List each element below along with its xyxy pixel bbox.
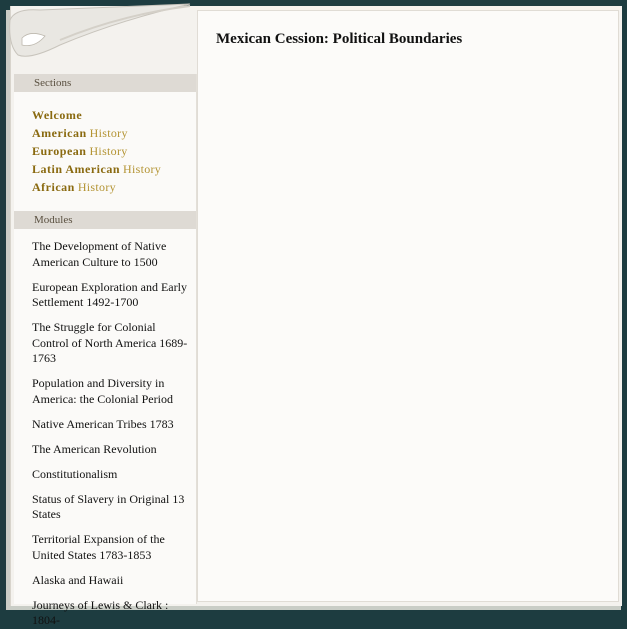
module-link[interactable]: Status of Slavery in Original 13 States: [32, 491, 185, 521]
module-link[interactable]: The American Revolution: [32, 441, 157, 456]
section-link-american-history[interactable]: American History: [32, 126, 128, 140]
sections-header: Sections: [14, 74, 196, 92]
module-link[interactable]: Alaska and Hawaii: [32, 572, 124, 587]
module-link[interactable]: Journeys of Lewis & Clark : 1804-: [32, 597, 169, 627]
section-link-latin-american-history[interactable]: Latin American History: [32, 162, 162, 176]
module-link[interactable]: Constitutionalism: [32, 466, 118, 481]
sections-nav: [14, 92, 196, 211]
sidebar: [14, 74, 197, 627]
module-link[interactable]: Population and Diversity in America: the Colonial Period: [32, 376, 173, 406]
section-link-african-history[interactable]: African History: [32, 180, 116, 194]
modules-nav: [14, 229, 196, 629]
modules-header: Modules: [14, 211, 196, 229]
module-link[interactable]: Territorial Expansion of the United States 1783-1853: [32, 532, 165, 562]
module-link[interactable]: European Exploration and Early Settlement 1492-1700: [32, 279, 187, 309]
section-link-welcome[interactable]: Welcome: [32, 108, 83, 122]
page-curl-decoration: [0, 0, 200, 70]
module-link[interactable]: The Development of Native American Culture to 1500: [32, 239, 167, 269]
page-title: Mexican Cession: Political Boundaries: [216, 31, 463, 47]
section-link-european-history[interactable]: European History: [32, 144, 128, 158]
module-link[interactable]: The Struggle for Colonial Control of North America 1689-1763: [32, 320, 188, 365]
main-content: [197, 10, 619, 602]
module-link[interactable]: Native American Tribes 1783: [32, 416, 174, 431]
